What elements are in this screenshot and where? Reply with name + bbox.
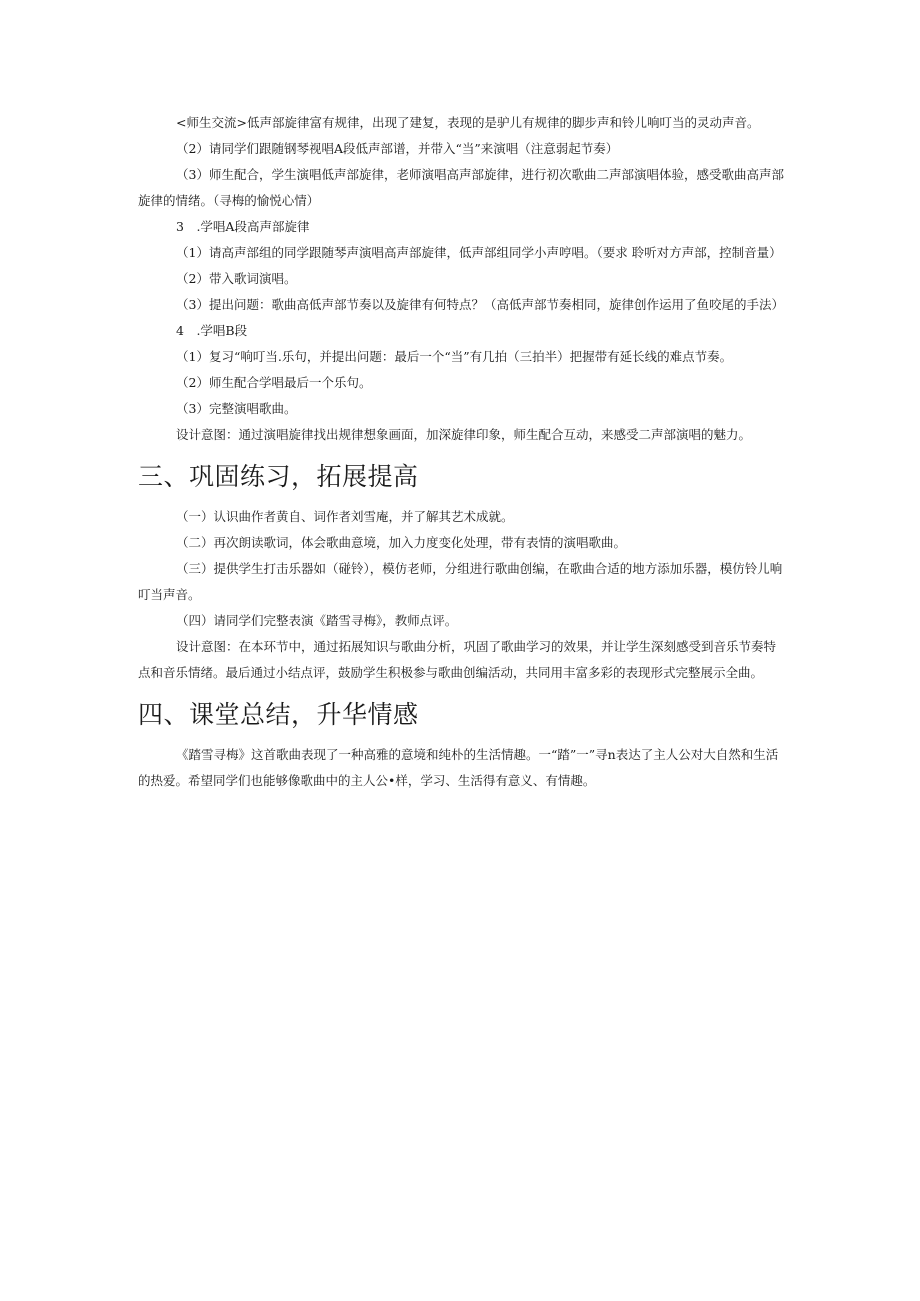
paragraph-design-intent-2: 设计意图：在本环节中，通过拓展知识与歌曲分析，巩固了歌曲学习的效果，并让学生深刻感受到音乐节奏特点和音乐情绪。最后通过小结点评，鼓励学生积极参与歌曲创编活动，共同用丰富多彩的表现形式完整展示全曲。 [138, 639, 777, 680]
document-body [138, 110, 788, 794]
paragraph-item-4-heading: 4 .学唱B段 [176, 323, 248, 338]
section-3-heading: 三、巩固练习，拓展提高 [138, 462, 419, 491]
paragraph-section3-4: （四）请同学们完整表演《踏雪寻梅》，教师点评。 [176, 613, 458, 628]
paragraph-section4-summary: 《踏雪寻梅》这首歌曲表现了一种高雅的意境和纯朴的生活情趣。一“踏”一”寻n表达了主人公对大自然和生活的热爱。希望同学们也能够像歌曲中的主人公•样，学习、生活得有意义、有情趣。 [138, 747, 779, 788]
paragraph-item-3-heading: 3 .学唱A段高声部旋律 [176, 219, 310, 234]
paragraph-teacher-student-exchange: <师生交流>低声部旋律富有规律，出现了建复，表现的是驴儿有规律的脚步声和铃儿响叮当的灵动声音。 [176, 115, 760, 130]
paragraph-step-3-cooperation: （3）师生配合，学生演唱低声部旋律，老师演唱高声部旋律，进行初次歌曲二声部演唱体验，感受歌曲高声部旋律的情绪。（寻梅的愉悦心情） [138, 167, 784, 208]
paragraph-section3-2: （二）再次朗读歌词，体会歌曲意境，加入力度变化处理，带有表情的演唱歌曲。 [176, 535, 627, 550]
paragraph-step-2-sightsing: （2）请同学们跟随钢琴视唱A段低声部谱，并带入“当”来演唱（注意弱起节奏） [176, 141, 619, 156]
paragraph-section3-3: （三）提供学生打击乐器如（碰铃），模仿老师，分组进行歌曲创编，在歌曲合适的地方添加乐器，模仿铃儿响叮当声音。 [138, 561, 783, 602]
section-4-heading: 四、课堂总结，升华情感 [138, 700, 419, 729]
paragraph-item-3-step-2: （2）带入歌词演唱。 [176, 271, 297, 286]
paragraph-design-intent-1: 设计意图：通过演唱旋律找出规律想象画面，加深旋律印象，师生配合互动，来感受二声部演唱的魅力。 [176, 427, 752, 442]
paragraph-section3-1: （一）认识曲作者黄自、词作者刘雪庵，并了解其艺术成就。 [176, 509, 514, 524]
paragraph-item-3-step-1: （1）请高声部组的同学跟随琴声演唱高声部旋律，低声部组同学小声哼唱。（要求 聆听对方声部，控制音量） [176, 245, 782, 260]
paragraph-item-3-step-3: （3）提出问题：歌曲高低声部节奏以及旋律有何特点？（高低声部节奏相同，旋律创作运用了鱼咬尾的手法） [176, 297, 784, 312]
paragraph-item-4-step-1: （1）复习“响叮当.乐句，并提出问题：最后一个“当”有几拍（三拍半）把握带有延长线的难点节奏。 [176, 349, 733, 364]
paragraph-item-4-step-3: （3）完整演唱歌曲。 [176, 401, 297, 416]
paragraph-item-4-step-2: （2）师生配合学唱最后一个乐句。 [176, 375, 372, 390]
